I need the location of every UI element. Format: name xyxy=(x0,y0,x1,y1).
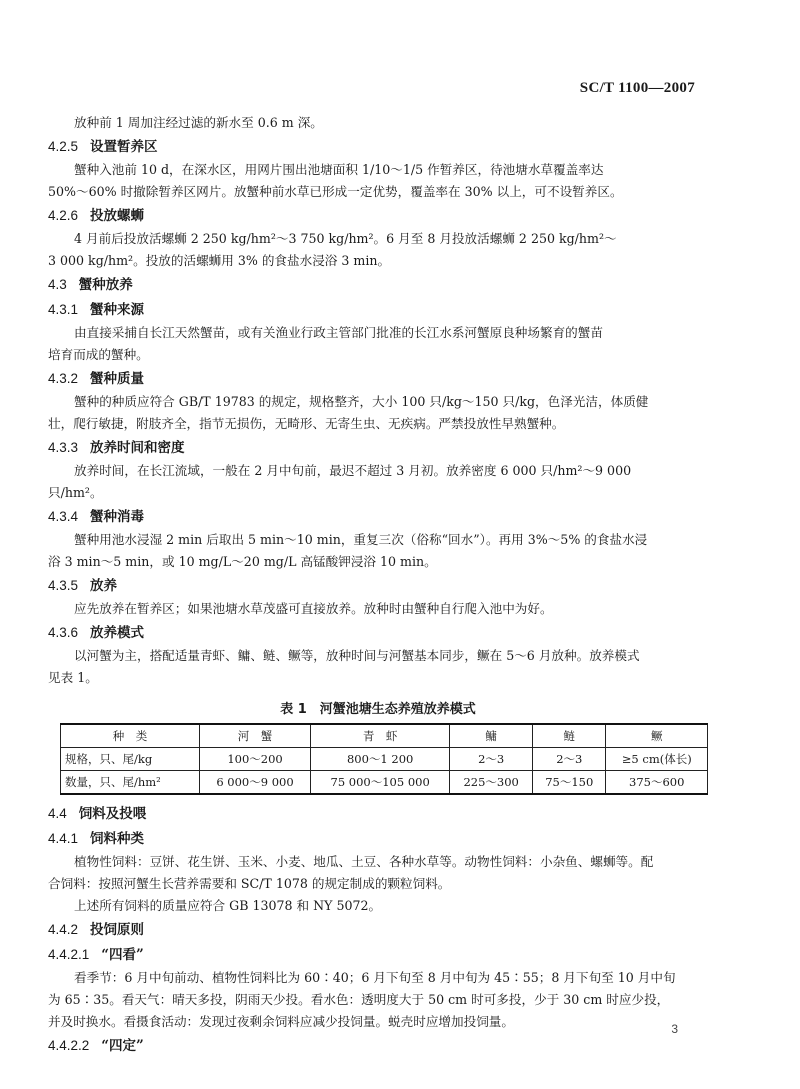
section-title: 饲料种类 xyxy=(90,831,145,847)
section-heading xyxy=(48,203,708,228)
table-row xyxy=(61,748,708,771)
paragraph-line: 蟹种的种质应符合 GB/T 19783 的规定，规格整齐，大小 100 只/kg～150 只/kg，色泽光洁，体质健 xyxy=(74,394,649,409)
paragraph xyxy=(48,895,708,917)
section-number: 4.2.6 xyxy=(48,208,79,223)
section-title: “四定” xyxy=(101,1038,144,1054)
paragraph-line: 蟹种用池水浸湿 2 min 后取出 5 min～10 min，重复三次（俗称“回水”）。再用 3%～5% 的食盐水浸 xyxy=(74,532,648,547)
paragraph-line: 为 65∶35。看天气：晴天多投，阴雨天少投。看水色：透明度大于 50 cm 时可多投，少于 30 cm 时应少投， xyxy=(48,992,670,1007)
sections-before-table xyxy=(48,112,708,689)
paragraph-line: 50%～60% 时撤除暂养区网片。放蟹种前水草已形成一定优势，覆盖率在 30% 以上，可不设暂养区。 xyxy=(48,184,623,199)
table-cell: 规格，只、尾/kg xyxy=(61,748,200,771)
table-header-row xyxy=(61,724,708,748)
stocking-table xyxy=(60,723,708,795)
paragraph-line: 上述所有饲料的质量应符合 GB 13078 和 NY 5072。 xyxy=(74,898,382,913)
paragraph-line: 浴 3 min～5 min，或 10 mg/L～20 mg/L 高锰酸钾浸浴 10 min。 xyxy=(48,554,437,569)
table-header-cell: 河 蟹 xyxy=(200,724,311,748)
section-number: 4.4.2.2 xyxy=(48,1038,90,1053)
section-heading xyxy=(48,573,708,598)
table-cell: 2～3 xyxy=(450,748,533,771)
section-heading xyxy=(48,272,708,297)
sections-after-table xyxy=(48,801,708,1058)
paragraph-line: 应先放养在暂养区；如果池塘水草茂盛可直接放养。放种时由蟹种自行爬入池中为好。 xyxy=(74,601,553,616)
section-number: 4.4.2.1 xyxy=(48,947,90,962)
section-heading xyxy=(48,1033,708,1058)
paragraph xyxy=(48,228,708,272)
table-cell: 375～600 xyxy=(606,771,708,795)
paragraph xyxy=(48,159,708,203)
paragraph-line: 见表 1。 xyxy=(48,670,98,685)
paragraph xyxy=(48,645,708,689)
section-heading xyxy=(48,504,708,529)
paragraph-line: 3 000 kg/hm²。投放的活螺蛳用 3% 的食盐水浸浴 3 min。 xyxy=(48,253,391,268)
section-heading xyxy=(48,297,708,322)
paragraph-line: 合饲料：按照河蟹生长营养需要和 SC/T 1078 的规定制成的颗粒饲料。 xyxy=(48,876,451,891)
table-cell: 225～300 xyxy=(450,771,533,795)
table-cell: ≥5 cm(体长) xyxy=(606,748,708,771)
paragraph-line: 培育而成的蟹种。 xyxy=(48,347,149,362)
paragraph-line: 只/hm²。 xyxy=(48,485,103,500)
paragraph xyxy=(48,460,708,504)
section-heading xyxy=(48,134,708,159)
section-title: 设置暂养区 xyxy=(90,139,158,155)
section-heading xyxy=(48,620,708,645)
paragraph xyxy=(48,598,708,620)
standard-code: SC/T 1100—2007 xyxy=(579,80,695,96)
section-number: 4.3.3 xyxy=(48,440,79,455)
paragraph-line: 看季节：6 月中旬前动、植物性饲料比为 60∶40；6 月下旬至 8 月中旬为 45∶55；8 月下旬至 10 月中旬 xyxy=(74,970,676,985)
paragraph-line: 以河蟹为主，搭配适量青虾、鳙、鲢、鳜等，放种时间与河蟹基本同步，鳜在 5～6 月放种。放养模式 xyxy=(74,648,640,663)
section-title: 投饲原则 xyxy=(90,922,145,938)
paragraph-line: 并及时换水。看摄食活动：发现过夜剩余饲料应减少投饲量。蜕壳时应增加投饲量。 xyxy=(48,1014,514,1029)
table-header-cell: 鳜 xyxy=(606,724,708,748)
table-row xyxy=(61,771,708,795)
paragraph-line: 放种前 1 周加注经过滤的新水至 0.6 m 深。 xyxy=(74,115,323,130)
paragraph xyxy=(48,391,708,435)
section-title: 放养 xyxy=(90,578,118,594)
table-header-cell: 鳙 xyxy=(450,724,533,748)
table-cell: 100～200 xyxy=(200,748,311,771)
section-number: 4.3 xyxy=(48,277,67,292)
paragraph-line: 蟹种入池前 10 d，在深水区，用网片围出池塘面积 1/10～1/5 作暂养区，待池塘水草覆盖率达 xyxy=(74,162,604,177)
section-title: 蟹种放养 xyxy=(78,277,133,293)
section-title: 投放螺蛳 xyxy=(90,208,145,224)
section-heading xyxy=(48,435,708,460)
section-title: 蟹种来源 xyxy=(90,302,145,318)
paragraph-line: 植物性饲料：豆饼、花生饼、玉米、小麦、地瓜、土豆、各种水草等。动物性饲料：小杂鱼、螺蛳等。配 xyxy=(74,854,654,869)
paragraph xyxy=(48,967,708,1033)
section-heading xyxy=(48,366,708,391)
paragraph xyxy=(48,529,708,573)
section-number: 4.3.2 xyxy=(48,371,79,386)
section-number: 4.3.5 xyxy=(48,578,79,593)
table-header-cell: 种 类 xyxy=(61,724,200,748)
document-body xyxy=(48,112,708,1058)
section-heading xyxy=(48,801,708,826)
table-cell: 75 000～105 000 xyxy=(311,771,450,795)
paragraph xyxy=(48,322,708,366)
paragraph xyxy=(48,112,708,134)
section-number: 4.3.6 xyxy=(48,625,79,640)
section-heading xyxy=(48,917,708,942)
table-cell: 2～3 xyxy=(533,748,606,771)
table-title: 表 1 河蟹池塘生态养殖放养模式 xyxy=(280,702,476,717)
section-title: 放养模式 xyxy=(90,625,145,641)
section-heading xyxy=(48,826,708,851)
section-title: “四看” xyxy=(101,947,144,963)
section-title: 放养时间和密度 xyxy=(90,440,185,456)
section-number: 4.4.2 xyxy=(48,922,79,937)
section-number: 4.3.1 xyxy=(48,302,79,317)
section-title: 饲料及投喂 xyxy=(78,806,147,822)
page-number: 3 xyxy=(671,1022,678,1036)
paragraph-line: 放养时间，在长江流域，一般在 2 月中旬前，最迟不超过 3 月初。放养密度 6 000 只/hm²～9 000 xyxy=(74,463,632,478)
paragraph-line: 4 月前后投放活螺蛳 2 250 kg/hm²～3 750 kg/hm²。6 月至 8 月投放活螺蛳 2 250 kg/hm²～ xyxy=(74,231,617,246)
section-number: 4.3.4 xyxy=(48,509,79,524)
table-cell: 数量，只、尾/hm² xyxy=(61,771,200,795)
section-number: 4.4 xyxy=(48,806,67,821)
section-number: 4.2.5 xyxy=(48,139,79,154)
table-header-cell: 青 虾 xyxy=(311,724,450,748)
paragraph xyxy=(48,851,708,895)
paragraph-line: 壮，爬行敏捷，附肢齐全，指节无损伤，无畸形、无寄生虫、无疾病。严禁投放性早熟蟹种。 xyxy=(48,416,565,431)
section-heading xyxy=(48,942,708,967)
section-title: 蟹种消毒 xyxy=(90,509,145,525)
table-cell: 6 000～9 000 xyxy=(200,771,311,795)
section-number: 4.4.1 xyxy=(48,831,79,846)
table-cell: 800～1 200 xyxy=(311,748,450,771)
table-cell: 75～150 xyxy=(533,771,606,795)
table-header-cell: 鲢 xyxy=(533,724,606,748)
paragraph-line: 由直接采捕自长江天然蟹苗，或有关渔业行政主管部门批准的长江水系河蟹原良种场繁育的蟹苗 xyxy=(74,325,603,340)
section-title: 蟹种质量 xyxy=(90,371,145,387)
